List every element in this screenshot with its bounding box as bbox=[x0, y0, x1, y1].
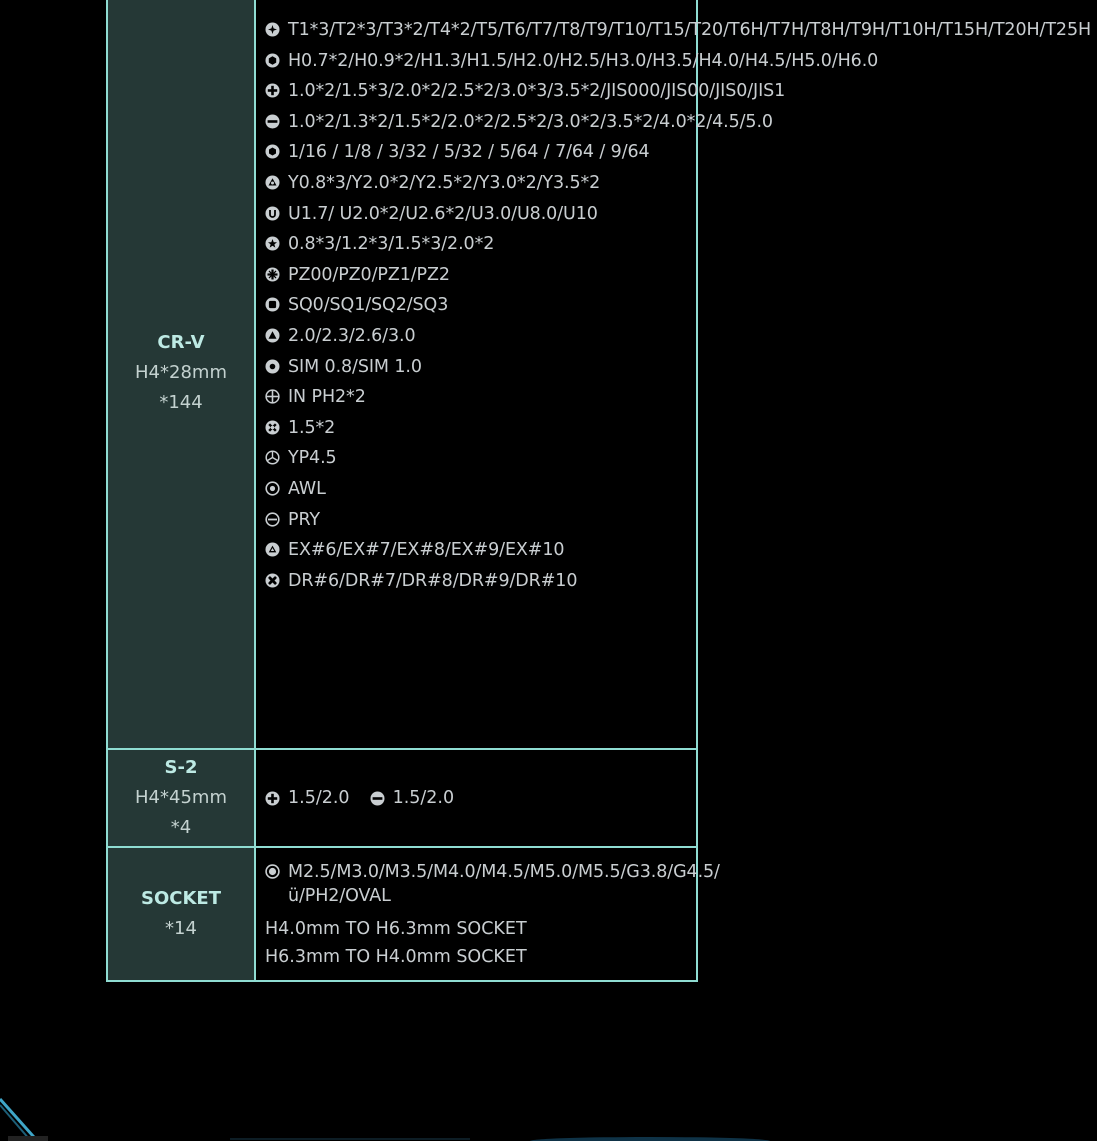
s2-material: S-2 bbox=[164, 757, 198, 778]
y-point-icon bbox=[265, 450, 280, 465]
bit-sizes: EX#6/EX#7/EX#8/EX#9/EX#10 bbox=[288, 540, 565, 561]
socket-row bbox=[108, 846, 720, 980]
pry-icon bbox=[265, 512, 280, 527]
crv-label-cell bbox=[108, 0, 256, 748]
list-item bbox=[265, 538, 1091, 562]
s2-label-cell bbox=[108, 750, 256, 846]
decorative-frame bbox=[0, 1041, 800, 1141]
list-item bbox=[265, 385, 1091, 409]
hex-icon bbox=[265, 53, 280, 68]
bit-sizes: 0.8*3/1.2*3/1.5*3/2.0*2 bbox=[288, 234, 495, 255]
list-item bbox=[265, 79, 1091, 103]
socket-bit-list bbox=[256, 848, 726, 980]
list-item bbox=[265, 110, 1091, 134]
phillips-icon bbox=[265, 83, 280, 98]
list-item bbox=[265, 324, 1091, 348]
socket-adapter-1: H4.0mm TO H6.3mm SOCKET bbox=[265, 918, 527, 939]
s2-count: *4 bbox=[170, 817, 192, 838]
bit-sizes: Y0.8*3/Y2.0*2/Y2.5*2/Y3.0*2/Y3.5*2 bbox=[288, 172, 601, 193]
bit-sizes: SIM 0.8/SIM 1.0 bbox=[288, 356, 422, 377]
socket-label-cell bbox=[108, 848, 256, 980]
cross-x-icon bbox=[265, 420, 280, 435]
tri-wing-icon bbox=[265, 175, 280, 190]
crv-count: *144 bbox=[159, 392, 203, 413]
bit-sizes: T1*3/T2*3/T3*2/T4*2/T5/T6/T7/T8/T9/T10/T15/T20/T6H/T7H/T8H/T9H/T10H/T15H/T20H/T25H bbox=[288, 20, 1092, 40]
list-item bbox=[265, 18, 1091, 42]
bit-sizes: 1.0*2/1.3*2/1.5*2/2.0*2/2.5*2/3.0*2/3.5*2/4.0*2/4.5/5.0 bbox=[288, 111, 773, 132]
s2-size: H4*45mm bbox=[135, 787, 227, 808]
triangle-icon bbox=[265, 328, 280, 343]
bit-sizes: 2.0/2.3/2.6/3.0 bbox=[288, 325, 416, 346]
crv-row bbox=[108, 0, 1092, 748]
list-item bbox=[265, 416, 1091, 440]
list-item bbox=[265, 49, 1091, 73]
list-item bbox=[265, 569, 1091, 593]
ex-icon bbox=[265, 542, 280, 557]
list-item bbox=[265, 232, 1091, 256]
bit-sizes: 1.5*2 bbox=[288, 417, 336, 438]
bit-sizes: AWL bbox=[288, 478, 326, 499]
socket-material: SOCKET bbox=[141, 888, 221, 909]
crv-bit-list bbox=[256, 0, 1097, 748]
bit-sizes: PRY bbox=[288, 509, 320, 530]
list-item bbox=[265, 355, 1091, 379]
bit-sizes: PZ00/PZ0/PZ1/PZ2 bbox=[288, 264, 450, 285]
square-icon bbox=[265, 297, 280, 312]
slotted-icon bbox=[265, 114, 280, 129]
list-item bbox=[265, 140, 1091, 164]
crv-size: H4*28mm bbox=[135, 362, 227, 383]
hex-inch-icon bbox=[265, 144, 280, 159]
socket-icon bbox=[265, 864, 280, 879]
awl-icon bbox=[265, 481, 280, 496]
socket-count: *14 bbox=[165, 918, 197, 939]
cross-circle-icon bbox=[265, 389, 280, 404]
list-item bbox=[265, 508, 1091, 532]
s2-phillips-sizes: 1.5/2.0 bbox=[288, 788, 350, 808]
bit-sizes: 1/16 / 1/8 / 3/32 / 5/32 / 5/64 / 7/64 / 9/64 bbox=[288, 142, 650, 163]
u-shape-icon bbox=[265, 206, 280, 221]
s2-bit-list bbox=[256, 750, 696, 846]
slotted-icon bbox=[370, 791, 385, 806]
list-item bbox=[265, 202, 1091, 226]
s2-row bbox=[108, 748, 696, 846]
bit-sizes: U1.7/ U2.0*2/U2.6*2/U3.0/U8.0/U10 bbox=[288, 203, 598, 224]
bit-sizes: IN PH2*2 bbox=[288, 387, 366, 408]
bit-sizes: H0.7*2/H0.9*2/H1.3/H1.5/H2.0/H2.5/H3.0/H3.5/H4.0/H4.5/H5.0/H6.0 bbox=[288, 50, 879, 71]
list-item bbox=[265, 293, 1091, 317]
crv-material: CR-V bbox=[157, 332, 205, 353]
list-item bbox=[265, 263, 1091, 287]
bit-sizes: YP4.5 bbox=[288, 448, 337, 469]
pozidriv-icon bbox=[265, 267, 280, 282]
list-item bbox=[265, 860, 720, 908]
list-item bbox=[265, 477, 1091, 501]
pentalobe-icon bbox=[265, 236, 280, 251]
list-item bbox=[265, 446, 1091, 470]
dr-icon bbox=[265, 573, 280, 588]
sim-icon bbox=[265, 359, 280, 374]
bit-sizes: SQ0/SQ1/SQ2/SQ3 bbox=[288, 295, 449, 316]
torx-icon bbox=[265, 22, 280, 37]
list-item bbox=[265, 171, 1091, 195]
bit-sizes: 1.0*2/1.5*3/2.0*2/2.5*2/3.0*3/3.5*2/JIS000/JIS00/JIS0/JIS1 bbox=[288, 81, 786, 102]
socket-adapter-2: H6.3mm TO H4.0mm SOCKET bbox=[265, 946, 527, 967]
socket-bits: M2.5/M3.0/M3.5/M4.0/M4.5/M5.0/M5.5/G3.8/G4.5/ü/PH2/OVAL bbox=[288, 862, 720, 906]
bit-sizes: DR#6/DR#7/DR#8/DR#9/DR#10 bbox=[288, 570, 578, 591]
s2-slotted-sizes: 1.5/2.0 bbox=[392, 788, 455, 808]
spec-table bbox=[106, 0, 1092, 982]
phillips-icon bbox=[265, 791, 280, 806]
